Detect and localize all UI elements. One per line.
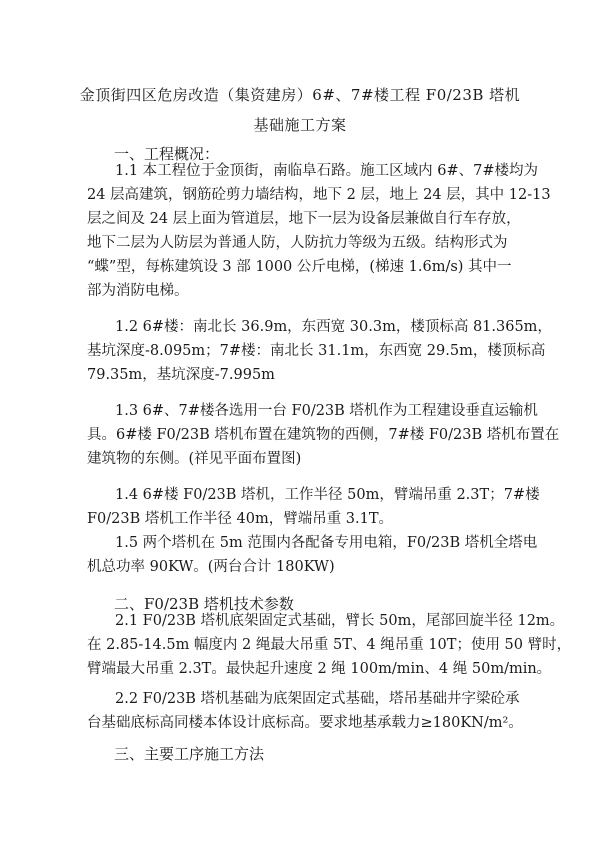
- text-line: 1.2 6#楼：南北长 36.9m，东西宽 30.3m，楼顶标高 81.365m，: [115, 319, 552, 335]
- text-line: 台基础底标高同楼本体设计底标高。要求地基承载力≥180KN/m²。: [87, 715, 523, 731]
- paragraph-1-3: [87, 399, 560, 471]
- text-line: 24 层高建筑，钢筋砼剪力墙结构，地下 2 层，地上 24 层，其中 12-13: [87, 187, 551, 203]
- text-line: 建筑物的东侧。(祥见平面布置图): [87, 451, 302, 467]
- document-title-line-2: 基础施工方案: [253, 116, 347, 134]
- text-line: 1.4 6#楼 F0/23B 塔机，工作半径 50m，臂端吊重 2.3T；7#楼: [115, 487, 540, 503]
- text-line: 基坑深度-8.095m；7#楼：南北长 31.1m，东西宽 29.5m，楼顶标高: [87, 343, 546, 359]
- text-line: 机总功率 90KW。(两台合计 180KW): [87, 559, 335, 575]
- document-title-line-1: 金顶街四区危房改造（集资建房）6#、7#楼工程 F0/23B 塔机: [79, 86, 521, 104]
- text-line: 臂端最大吊重 2.3T。最快起升速度 2 绳 100m/min、4 绳 50m/min。: [87, 661, 552, 677]
- paragraph-1-1: [87, 159, 551, 303]
- paragraph-1-4: [87, 483, 540, 531]
- text-line: F0/23B 塔机工作半径 40m，臂端吊重 3.1T。: [87, 511, 394, 527]
- text-line: 部为消防电梯。: [87, 283, 189, 299]
- section-heading-construction-methods: 三、主要工序施工方法: [114, 745, 265, 763]
- paragraph-2-2: [87, 687, 523, 735]
- text-line: 1.3 6#、7#楼各选用一台 F0/23B 塔机作为工程建设垂直运输机: [115, 403, 538, 419]
- text-line: 地下二层为人防层为普通人防，人防抗力等级为五级。结构形式为: [87, 235, 508, 251]
- text-line: 2.2 F0/23B 塔机基础为底架固定式基础，塔吊基础井字梁砼承: [115, 691, 520, 707]
- section-heading-tower-crane-params: 二、F0/23B 塔机技术参数: [114, 595, 294, 613]
- text-line: 1.5 两个塔机在 5m 范围内各配备专用电箱，F0/23B 塔机全塔电: [115, 535, 538, 551]
- text-line: 1.1 本工程位于金顶街，南临阜石路。施工区域内 6#、7#楼均为: [115, 163, 539, 179]
- text-line: 在 2.85-14.5m 幅度内 2 绳最大吊重 5T、4 绳吊重 10T；使用 50 臂时，: [87, 637, 572, 653]
- text-line: 具。6#楼 F0/23B 塔机布置在建筑物的西侧，7#楼 F0/23B 塔机布置在: [87, 427, 560, 443]
- paragraph-1-2: [87, 315, 552, 387]
- paragraph-1-5: [87, 531, 538, 579]
- text-line: 层之间及 24 层上面为管道层，地下一层为设备层兼做自行车存放，: [87, 211, 521, 227]
- section-heading-overview: 一、工程概况：: [114, 145, 220, 163]
- text-line: 2.1 F0/23B 塔机底架固定式基础，臂长 50m，尾部回旋半径 12m。: [115, 613, 565, 629]
- text-line: 79.35m，基坑深度-7.995m: [87, 367, 275, 383]
- paragraph-2-1: [87, 609, 572, 681]
- text-line: “蝶”型，每栋建筑设 3 部 1000 公斤电梯，(梯速 1.6m/s) 其中一: [87, 259, 512, 275]
